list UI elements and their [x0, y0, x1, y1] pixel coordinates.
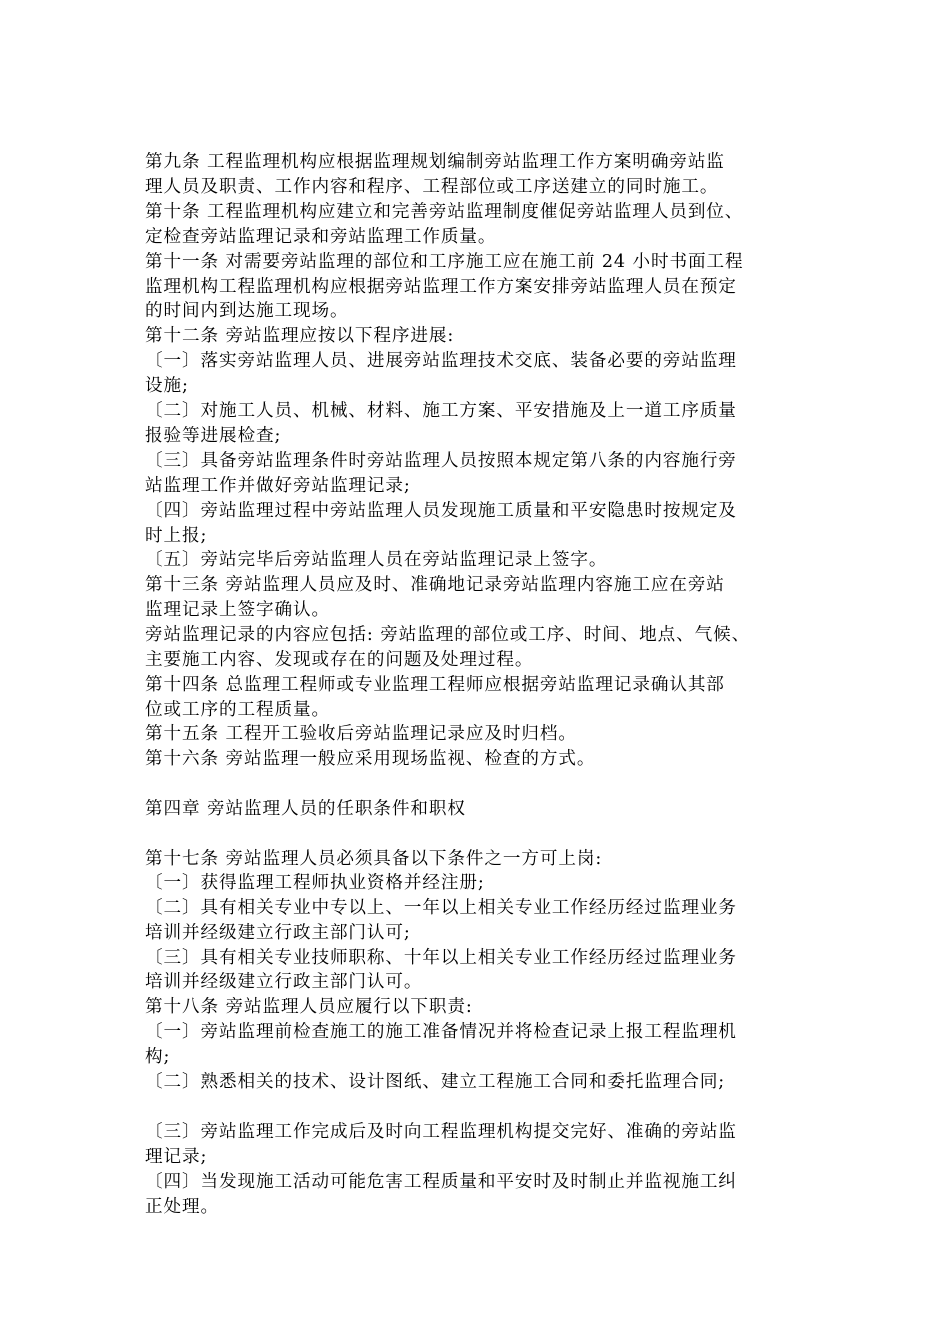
text-line: 〔二〕具有相关专业中专以上、一年以上相关专业工作经历经过监理业务: [145, 898, 737, 918]
text-line: 设施;: [145, 376, 189, 396]
text-line: 第十八条 旁站监理人员应履行以下职责:: [145, 997, 473, 1017]
text-line: 第十三条 旁站监理人员应及时、准确地记录旁站监理内容施工应在旁站: [145, 575, 725, 595]
text-line: 站监理工作并做好旁站监理记录;: [145, 476, 411, 496]
text-line: 〔五〕旁站完毕后旁站监理人员在旁站监理记录上签字。: [145, 550, 608, 570]
text-line: 监理记录上签字确认。: [145, 600, 330, 620]
text-line: 主要施工内容、发现或存在的问题及处理过程。: [145, 650, 534, 670]
text-line: 〔一〕旁站监理前检查施工的施工准备情况并将检查记录上报工程监理机: [145, 1022, 737, 1042]
text-line: 时上报;: [145, 526, 208, 546]
text-line: 〔二〕对施工人员、机械、材料、施工方案、平安措施及上一道工序质量: [145, 401, 737, 421]
text-line: 第十六条 旁站监理一般应采用现场监视、检查的方式。: [145, 749, 596, 769]
text-line: 第十二条 旁站监理应按以下程序进展:: [145, 326, 455, 346]
text-line: 定检查旁站监理记录和旁站监理工作质量。: [145, 227, 497, 247]
text-line: 理记录;: [145, 1147, 208, 1167]
text-line: 理人员及职责、工作内容和程序、工程部位或工序送建立的同时施工。: [145, 177, 719, 197]
text-line: 第十七条 旁站监理人员必须具备以下条件之一方可上岗:: [145, 849, 603, 869]
text-line: 〔二〕熟悉相关的技术、设计图纸、建立工程施工合同和委托监理合同;: [145, 1072, 726, 1092]
text-line: 的时间内到达施工现场。: [145, 301, 349, 321]
text-line: 报验等进展检查;: [145, 426, 282, 446]
text-line: 培训并经级建立行政主部门认可。: [145, 972, 423, 992]
text-line: 第九条 工程监理机构应根据监理规划编制旁站监理工作方案明确旁站监: [145, 152, 725, 172]
text-line: 监理机构工程监理机构应根据旁站监理工作方案安排旁站监理人员在预定: [145, 277, 737, 297]
text-line: 〔三〕旁站监理工作完成后及时向工程监理机构提交完好、准确的旁站监: [145, 1122, 737, 1142]
text-line: 位或工序的工程质量。: [145, 700, 330, 720]
text-line: 〔一〕获得监理工程师执业资格并经注册;: [145, 873, 485, 893]
text-line: 〔四〕旁站监理过程中旁站监理人员发现施工质量和平安隐患时按规定及: [145, 501, 737, 521]
text-line: 旁站监理记录的内容应包括: 旁站监理的部位或工序、时间、地点、气候、: [145, 625, 751, 645]
chapter-heading: 第四章 旁站监理人员的任职条件和职权: [145, 799, 466, 819]
text-line: 〔一〕落实旁站监理人员、进展旁站监理技术交底、装备必要的旁站监理: [145, 351, 737, 371]
text-line: 第十四条 总监理工程师或专业监理工程师应根据旁站监理记录确认其部: [145, 675, 725, 695]
text-line: 第十条 工程监理机构应建立和完善旁站监理制度催促旁站监理人员到位、: [145, 202, 744, 222]
text-line: 正处理。: [145, 1197, 219, 1217]
text-line: 〔三〕具有相关专业技师职称、十年以上相关专业工作经历经过监理业务: [145, 948, 737, 968]
text-line: 构;: [145, 1047, 171, 1067]
text-line: 第十五条 工程开工验收后旁站监理记录应及时归档。: [145, 724, 577, 744]
text-line: 〔三〕具备旁站监理条件时旁站监理人员按照本规定第八条的内容施行旁: [145, 451, 737, 471]
text-line: 第十一条 对需要旁站监理的部位和工序施工应在施工前 24 小时书面工程: [145, 252, 744, 272]
text-line: 〔四〕当发现施工活动可能危害工程质量和平安时及时制止并监视施工纠: [145, 1172, 737, 1192]
text-line: 培训并经级建立行政主部门认可;: [145, 923, 411, 943]
